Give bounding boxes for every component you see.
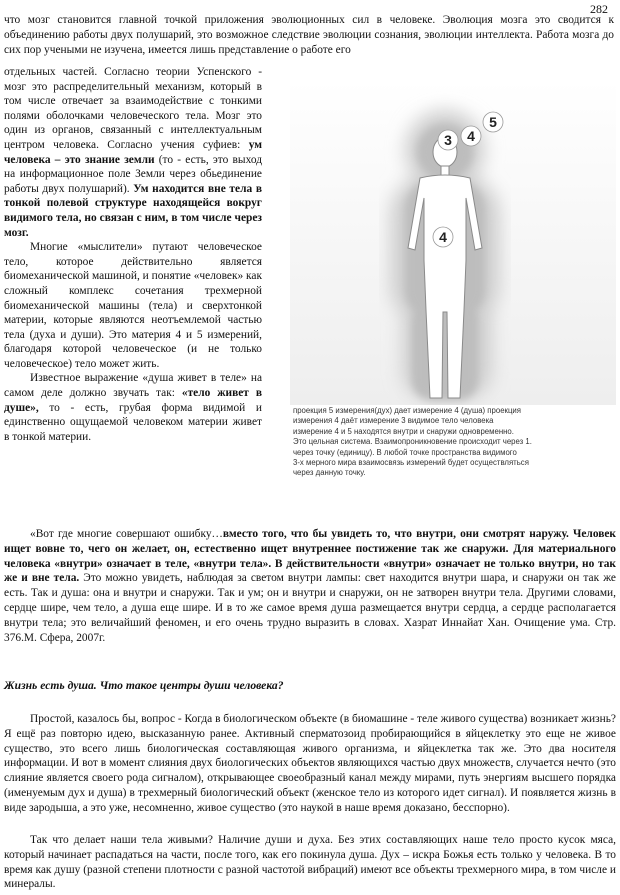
paragraph-brain: отдельных частей. Согласно теории Успенского - мозг это распределительный механизм, который в том числе отвечает за взаимодействие с тонкими полями оболочками человеческого тела. Мозг это один из органов, связанный с интеллектуальным центром человека. Согласно учения суфиев: ум человека – это знание земли (то - есть, это выход на информационное поле Земли через обьединение работы двух полушарий). Ум находится вне тела в тонкой полевой структуре находящейся вокруг видимого тела, но связан с ним, в том числе через мозг. (4, 66, 262, 239)
quote-paragraph: «Вот где многие совершают ошибку…вместо того, что бы увидеть то, что внутри, они смотрят наружу. Человек ищет вовне то, чего он желает, он, естественно ищет внутреннее постижение так же снаружи. Для материального человека «внутри» означает в теле, «внутри тела». В действительности «внутри» означает не только внутри, но так же и вне тела. Это можно увидеть, наблюдая за светом внутри лампы: свет находится внутри шара, и снаружи он так же есть. Так и душа: она и внутри и снаружи. Так и ум; он и внутри и снаружи, он не затворен внутри тела. Другими словами, сердце шире, чем тело, а душа еще шире. И в то же самое время душа размещается внутри сердца, а сердце располагается внутри тела; это величайший феномен, и его очень трудно выразить в словах. Хазрат Иннайат Хан. Очищение ума. Стр. 376.М. Сфера, 2007г. (4, 528, 616, 644)
page-number: 282 (590, 2, 608, 16)
label-3: 3 (444, 132, 452, 148)
figure-illustration (290, 80, 616, 405)
label-5: 5 (489, 114, 497, 130)
intro-paragraph: что мозг становится главной точкой приложения эволюционных сил в человеке. Эволюция мозга это сводится к объединению работы двух полушарий, это возможное следствие эволюции сознания, эволюции интеллекта. Работа мозга до сих пор учеными не изучена, имеется лишь представление о работе его (4, 14, 614, 56)
paragraph-life: Простой, казалось бы, вопрос - Когда в биологическом объекте (в биомашине - теле живого существа) возникает жизнь? Я ещё раз повторю идею, высказанную ранее. Активный сперматозоид пробирающийся в яйцеклетку это еще не живое существо, это всего лишь биологическая составляющая живого организма, и яйцеклетка так же. Это два носителя информации. И вот в момент слияния двух биологических объектов являющихся частью двух множеств, случается нечто (это слияние является своего рода сигналом), открывающее своеобразный канал между мирами, путь энергиям высшего порядка (именуемым дух и душа) в трехмерный биологический объект (женское тело из которого идет сигнал). И появляется жизнь в виде зародыша, а это уже, несомненно, живое существо (это наукой в наше время доказано, бесспорно). (4, 713, 616, 814)
figure-caption: проекция 5 измерения(дух) дает измерение 4 (душа) проекция измерения 4 даёт измерение 3 видимое тело человека измерение 4 и 5 находятся внутри и снаружи одновременно. Это цельная система. Взаимопроникновение происходит через 1. через точку (единицу). В любой точке пространства видимого 3-х мерного мира взаимосвязь измерений будет осуществляться через данную точку. (293, 406, 532, 478)
section-heading: Жизнь есть душа. Что такое центры души человека? (4, 679, 284, 692)
paragraph-soul-spirit: Так что делает наши тела живыми? Наличие души и духа. Без этих составляющих наше тело просто кусок мяса, который начинает распадаться на части, после того, как его покинула душа. Дух – искра Божья есть только у человека. В то время как душу (разной степени плотности с разной частотой вибраций) имеют все объекты трехмерного мира, в том числе и минералы. (4, 834, 616, 891)
left-column (4, 65, 262, 444)
paragraph-soul-body: Известное выражение «душа живет в теле» на самом деле должно звучать так: «тело живет в душе», то - есть, грубая форма видимой и единственно ощущаемой человеком материи живет в тонкой материи. (4, 372, 262, 443)
label-4-head: 4 (467, 128, 475, 144)
paragraph-thinkers: Многие «мыслители» путают человеческое тело, которое действительно является биомеханической машиной, и понятие «человек» как сложный комплекс сочетания трехмерной биомеханической машины (тела) и сверхтонкой материи, которые являются неотъемлемой частью тела (духа и души). Это материя 4 и 5 измерений, благодаря которой человеческое (и не только человеческое) тело может жить. (4, 241, 262, 370)
label-4-body: 4 (439, 229, 447, 245)
